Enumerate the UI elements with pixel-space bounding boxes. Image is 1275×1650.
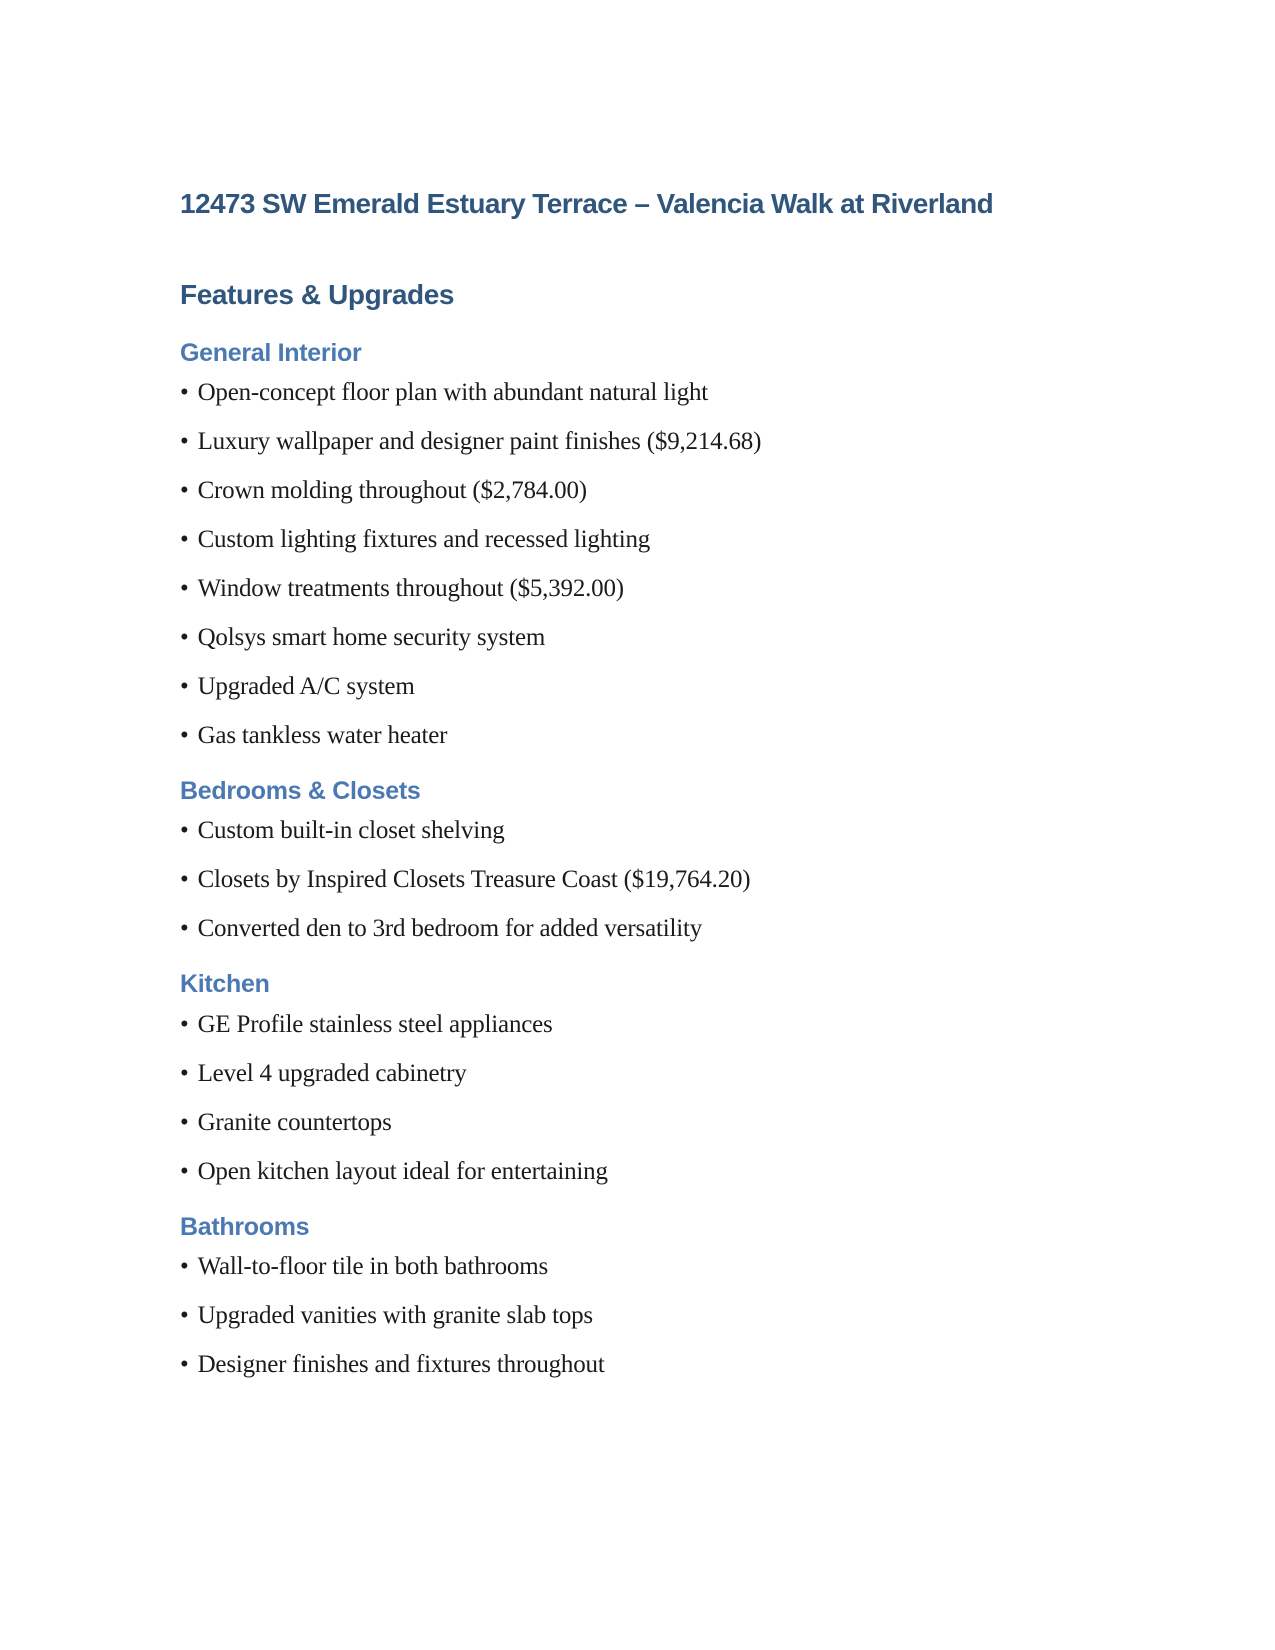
bullet-list [180, 1010, 1125, 1186]
bullet-list [180, 378, 1125, 750]
bullet-icon: • [180, 1252, 189, 1280]
bullet-icon: • [180, 1157, 189, 1185]
bullet-icon: • [180, 428, 189, 456]
feature-section [180, 1212, 1125, 1379]
section-heading: General Interior [180, 338, 362, 367]
list-item-text: Open kitchen layout ideal for entertaining [197, 1157, 608, 1185]
list-item-text: Gas tankless water heater [197, 722, 448, 750]
bullet-list [180, 816, 1125, 943]
list-item-text: GE Profile stainless steel appliances [197, 1010, 553, 1038]
list-item-text: Level 4 upgraded cabinetry [197, 1059, 467, 1087]
bullet-icon: • [180, 526, 189, 554]
feature-section [180, 776, 1125, 943]
list-item [180, 1350, 1125, 1379]
feature-section [180, 969, 1125, 1185]
list-item [180, 721, 1125, 750]
bullet-icon: • [180, 1010, 189, 1038]
list-item [180, 1157, 1125, 1186]
list-item-text: Upgraded vanities with granite slab tops [197, 1301, 593, 1329]
list-item [180, 816, 1125, 845]
list-item [180, 865, 1125, 894]
sections-container [180, 338, 1125, 1379]
features-upgrades-heading: Features & Upgrades [180, 279, 455, 311]
list-item-text: Luxury wallpaper and designer paint finishes ($9,214.68) [197, 428, 762, 456]
list-item [180, 1301, 1125, 1330]
bullet-list [180, 1252, 1125, 1379]
bullet-icon: • [180, 575, 189, 603]
bullet-icon: • [180, 673, 189, 701]
bullet-icon: • [180, 379, 189, 407]
list-item [180, 574, 1125, 603]
section-heading: Bedrooms & Closets [180, 777, 421, 806]
list-item-text: Granite countertops [197, 1108, 392, 1136]
section-heading: Kitchen [180, 970, 270, 999]
list-item [180, 476, 1125, 505]
list-item [180, 1059, 1125, 1088]
list-item-text: Window treatments throughout ($5,392.00) [197, 575, 624, 603]
list-item-text: Custom built-in closet shelving [197, 817, 505, 845]
list-item [180, 525, 1125, 554]
list-item [180, 623, 1125, 652]
bullet-icon: • [180, 866, 189, 894]
bullet-icon: • [180, 1108, 189, 1136]
list-item-text: Converted den to 3rd bedroom for added versatility [197, 915, 703, 943]
list-item-text: Wall-to-floor tile in both bathrooms [197, 1252, 549, 1280]
list-item [180, 427, 1125, 456]
list-item [180, 914, 1125, 943]
list-item-text: Open-concept floor plan with abundant natural light [197, 379, 709, 407]
bullet-icon: • [180, 915, 189, 943]
list-item [180, 672, 1125, 701]
feature-section [180, 338, 1125, 750]
bullet-icon: • [180, 817, 189, 845]
list-item [180, 1252, 1125, 1281]
list-item-text: Upgraded A/C system [197, 673, 415, 701]
list-item-text: Crown molding throughout ($2,784.00) [197, 477, 587, 505]
bullet-icon: • [180, 624, 189, 652]
list-item-text: Qolsys smart home security system [197, 624, 546, 652]
bullet-icon: • [180, 477, 189, 505]
list-item-text: Designer finishes and fixtures throughout [197, 1350, 605, 1378]
bullet-icon: • [180, 1301, 189, 1329]
list-item-text: Custom lighting fixtures and recessed lighting [197, 526, 651, 554]
list-item [180, 1108, 1125, 1137]
bullet-icon: • [180, 1350, 189, 1378]
page-title: 12473 SW Emerald Estuary Terrace – Valencia Walk at Riverland [180, 188, 994, 219]
section-heading: Bathrooms [180, 1212, 310, 1241]
list-item [180, 378, 1125, 407]
list-item-text: Closets by Inspired Closets Treasure Coast ($19,764.20) [197, 866, 751, 894]
bullet-icon: • [180, 722, 189, 750]
list-item [180, 1010, 1125, 1039]
bullet-icon: • [180, 1059, 189, 1087]
